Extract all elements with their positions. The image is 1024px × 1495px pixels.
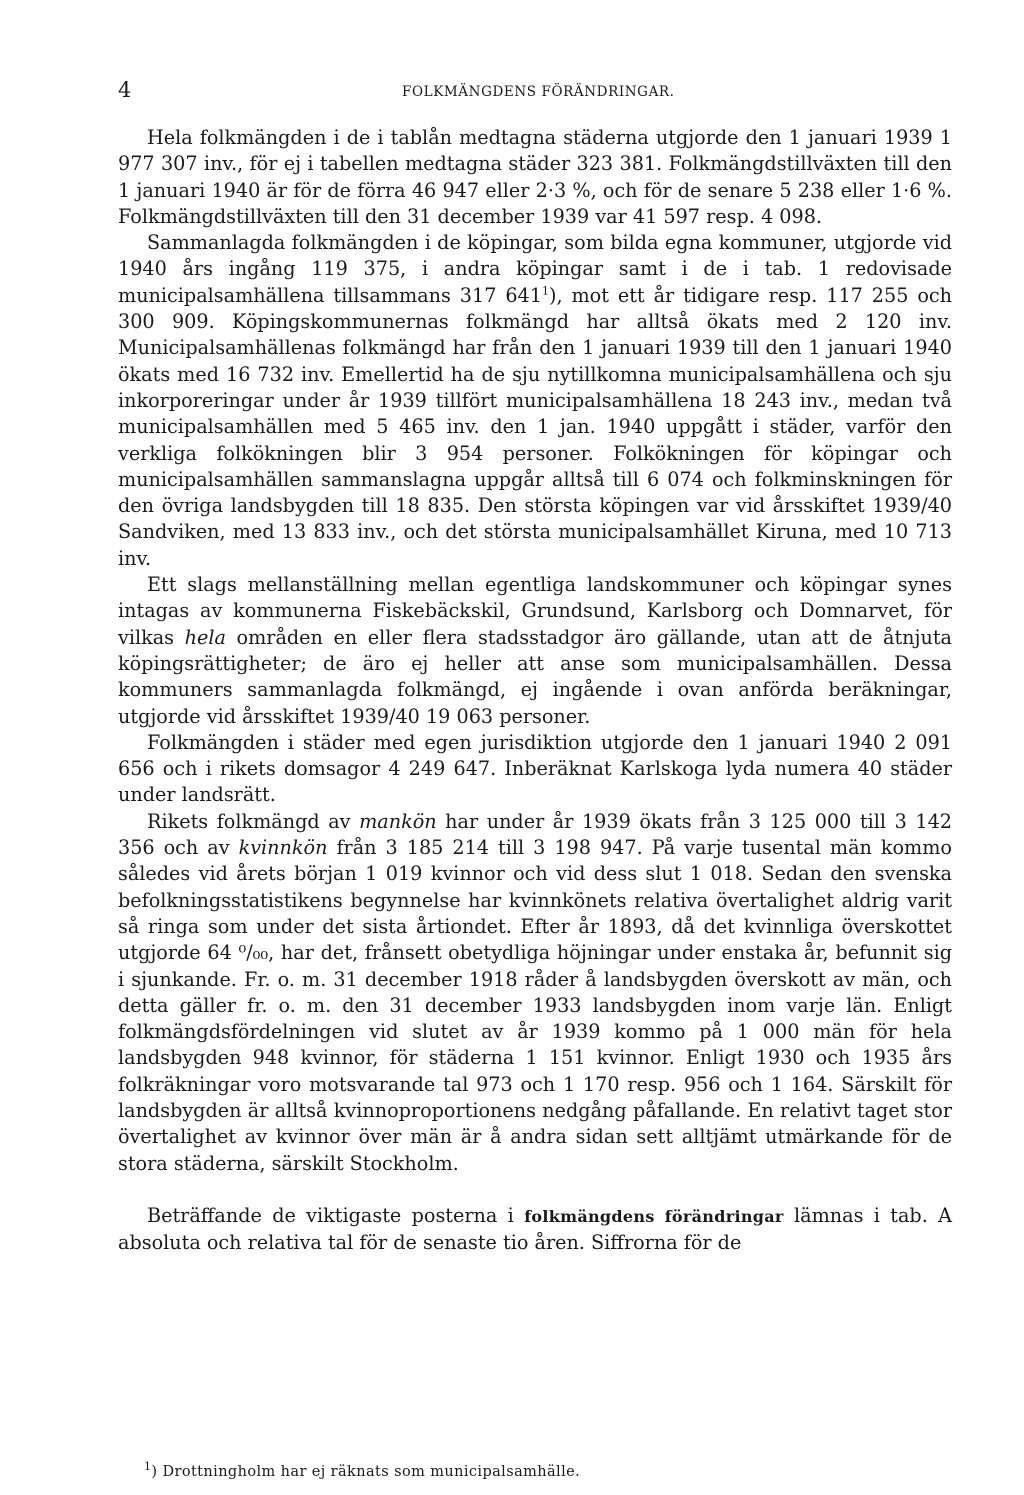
paragraph-text: har under år 1939 ökats från 3 125 000 till 3 142 356 och av xyxy=(118,809,952,860)
paragraph-text: från 3 185 214 till 3 198 947. På varje tusental män kommo således vid årets början 1 019 kvinnor och vid dess slut 1 018. Sedan den svenska befolkningsstatistikens begynnelse har kvinnkönets relativa övertalighet aldrig varit så ringa som under det sista årtiondet. Efter år 1893, då det kvinnliga överskottet utgjorde 64 ⁰/₀₀, har det, frånsett obetydliga höjningar under enstaka år, befunnit sig i sjunkande. Fr. o. m. 31 december 1918 råder å landsbygden överskott av män, och detta gäller fr. o. m. den 31 december 1933 landsbygden inom varje län. Enligt folkmängdsfördelningen vid slutet av år 1939 kommo på 1 000 män för hela landsbygden 948 kvinnor, för städerna 1 151 kvinnor. Enligt 1930 och 1935 års folkräkningar voro motsvarande tal 973 och 1 170 resp. 956 och 1 164. Särskilt för landsbygden är alltså kvinnoproportionens nedgång påfallande. En relativt taget stor övertalighet av kvinnor över män är å andra sidan sett alltjämt utmärkande för de stora städerna, särskilt Stockholm. xyxy=(118,836,952,1175)
footnote xyxy=(144,1460,581,1480)
emphasis-text: mankön xyxy=(359,809,437,833)
paragraph-text: lämnas i tab. A absoluta och relativa tal för de senaste tio åren. Siffrorna för de xyxy=(118,1203,952,1255)
paragraph-text: Rikets folkmängd av xyxy=(147,809,360,833)
footnote-marker: 1 xyxy=(144,1460,152,1474)
paragraph-text: Sammanlagda folkmängden i de köpingar, som bilda egna kommuner, utgjorde vid 1940 års ingång 119 375, i andra köpingar samt i de i tab. 1 redovisade municipalsamhällena tillsammans 317 641 xyxy=(118,231,952,307)
emphasis-text: hela xyxy=(184,625,226,649)
body-text xyxy=(118,125,952,1256)
paragraph-mellanstallning xyxy=(118,572,952,730)
paragraph-text: Beträffande de viktigaste posterna i xyxy=(147,1203,525,1227)
page-header xyxy=(118,78,948,104)
paragraph-jurisdiktion: Folkmängden i städer med egen jurisdiktion utgjorde den 1 januari 1940 2 091 656 och i rikets domsagor 4 249 647. Inberäknat Karlskoga lyda numera 40 städer under landsrätt. xyxy=(118,730,952,807)
page-number: 4 xyxy=(118,78,132,102)
footnote-text: ) Drottningholm har ej räknats som municipalsamhälle. xyxy=(151,1464,581,1480)
bold-term: folkmängdens förändringar xyxy=(524,1206,784,1226)
paragraph-konsfordelning xyxy=(118,809,952,1177)
paragraph-text: ), mot ett år tidigare resp. 117 255 och 300 909. Köpingskommunernas folkmängd har alltså ökats med 2 120 inv. Municipalsamhällenas folkmängd har från den 1 januari 1939 till den 1 januari 1940 ökats med 16 732 inv. Emellertid ha de sju nytillkomna municipalsamhällena och sju inkorporeringar under år 1939 tillfört municipalsamhällena 18 243 inv., medan två municipalsamhällen med 5 465 inv. den 1 jan. 1940 uppgått i städer, varför den verkliga folkökningen blir 3 954 personer. Folkökningen för köpingar och municipalsamhällen sammanslagna uppgår alltså till 6 074 och folkminskningen för den övriga landsbygden till 18 835. Den största köpingen var vid årsskiftet 1939/40 Sandviken, med 13 833 inv., och det största municipalsamhället Kiruna, med 10 713 inv. xyxy=(118,283,952,570)
paragraph-forandringar xyxy=(118,1203,952,1257)
running-head: FOLKMÄNGDENS FÖRÄNDRINGAR. xyxy=(402,84,675,100)
paragraph-kopingar xyxy=(118,230,952,572)
paragraph-text: Ett slags mellanställning mellan egentliga landskommuner och köpingar synes intagas av kommunerna Fiskebäckskil, Grundsund, Karlsborg och Domnarvet, för vilkas xyxy=(118,573,952,649)
paragraph-text: områden en eller flera stadsstadgor äro gällande, utan att de åtnjuta köpingsrättigheter; de äro ej heller att anse som municipalsamhällen. Dessa kommuners sammanlagda folkmängd, ej ingående i ovan anförda beräkningar, utgjorde vid årsskiftet 1939/40 19 063 personer. xyxy=(118,625,952,728)
paragraph-stader: Hela folkmängden i de i tablån medtagna städerna utgjorde den 1 januari 1939 1 977 307 inv., för ej i tabellen medtagna städer 323 381. Folkmängdstillväxten till den 1 januari 1940 är för de förra 46 947 eller 2·3 %, och för de senare 5 238 eller 1·6 %. Folkmängdstillväxten till den 31 december 1939 var 41 597 resp. 4 098. xyxy=(118,126,952,228)
emphasis-text: kvinnkön xyxy=(238,836,328,860)
footnote-ref: 1 xyxy=(541,284,549,298)
